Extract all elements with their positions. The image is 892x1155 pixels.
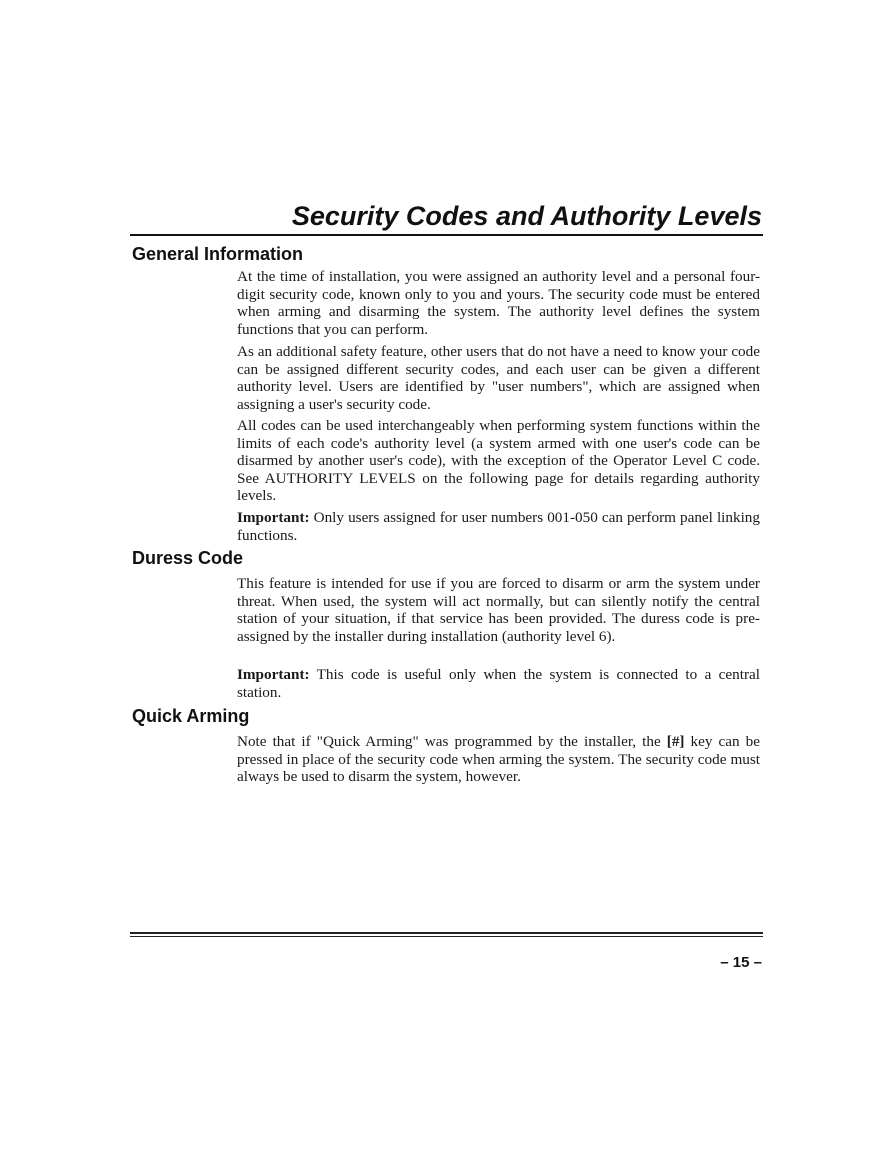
paragraph-general-2: As an additional safety feature, other users that do not have a need to know your code can be assigned different security codes, and each user can be given a different authority level. Users are identified by "user numbers", which are assigned when assigning a user's security code. bbox=[237, 343, 760, 413]
paragraph-duress-important bbox=[237, 666, 760, 701]
paragraph-text: Note that if "Quick Arming" was programmed by the installer, the bbox=[237, 733, 667, 750]
paragraph-duress-1: This feature is intended for use if you are forced to disarm or arm the system under threat. When used, the system will act normally, but can silently notify the central station of your situation, if that service has been provided. The duress code is pre-assigned by the installer during installation (authority level 6). bbox=[237, 575, 760, 645]
section-heading-quick-arming: Quick Arming bbox=[132, 706, 250, 726]
important-label: Important: bbox=[237, 666, 310, 683]
title-underline bbox=[130, 234, 763, 236]
important-label: Important: bbox=[237, 509, 310, 526]
important-text: This code is useful only when the system is connected to a central station. bbox=[237, 666, 760, 701]
section-heading-general-information: General Information bbox=[132, 244, 304, 264]
footer-rule-thick bbox=[130, 932, 763, 934]
paragraph-general-1: At the time of installation, you were assigned an authority level and a personal four-digit security code, known only to you and yours. The security code must be entered when arming and disarming the system. The authority level defines the system functions that you can perform. bbox=[237, 268, 760, 338]
pound-key-label: [#] bbox=[666, 733, 685, 750]
paragraph-general-3: All codes can be used interchangeably when performing system functions within the limits of each code's authority level (a system armed with one user's code can be disarmed by another user's code), with the exception of the Operator Level C code. See AUTHORITY LEVELS on the following page for details regarding authority levels. bbox=[237, 417, 760, 505]
paragraph-quick-arming bbox=[237, 733, 760, 786]
paragraph-text: key can be pressed in place of the security code when arming the system. The security code must always be used to disarm the system, however. bbox=[237, 733, 760, 786]
footer-rule-thin bbox=[130, 936, 763, 937]
paragraph-general-important bbox=[237, 509, 760, 544]
section-heading-duress-code: Duress Code bbox=[132, 548, 244, 568]
page-title: Security Codes and Authority Levels bbox=[291, 201, 762, 231]
page-number: – 15 – bbox=[720, 954, 762, 971]
important-text: Only users assigned for user numbers 001-050 can perform panel linking functions. bbox=[237, 509, 760, 544]
